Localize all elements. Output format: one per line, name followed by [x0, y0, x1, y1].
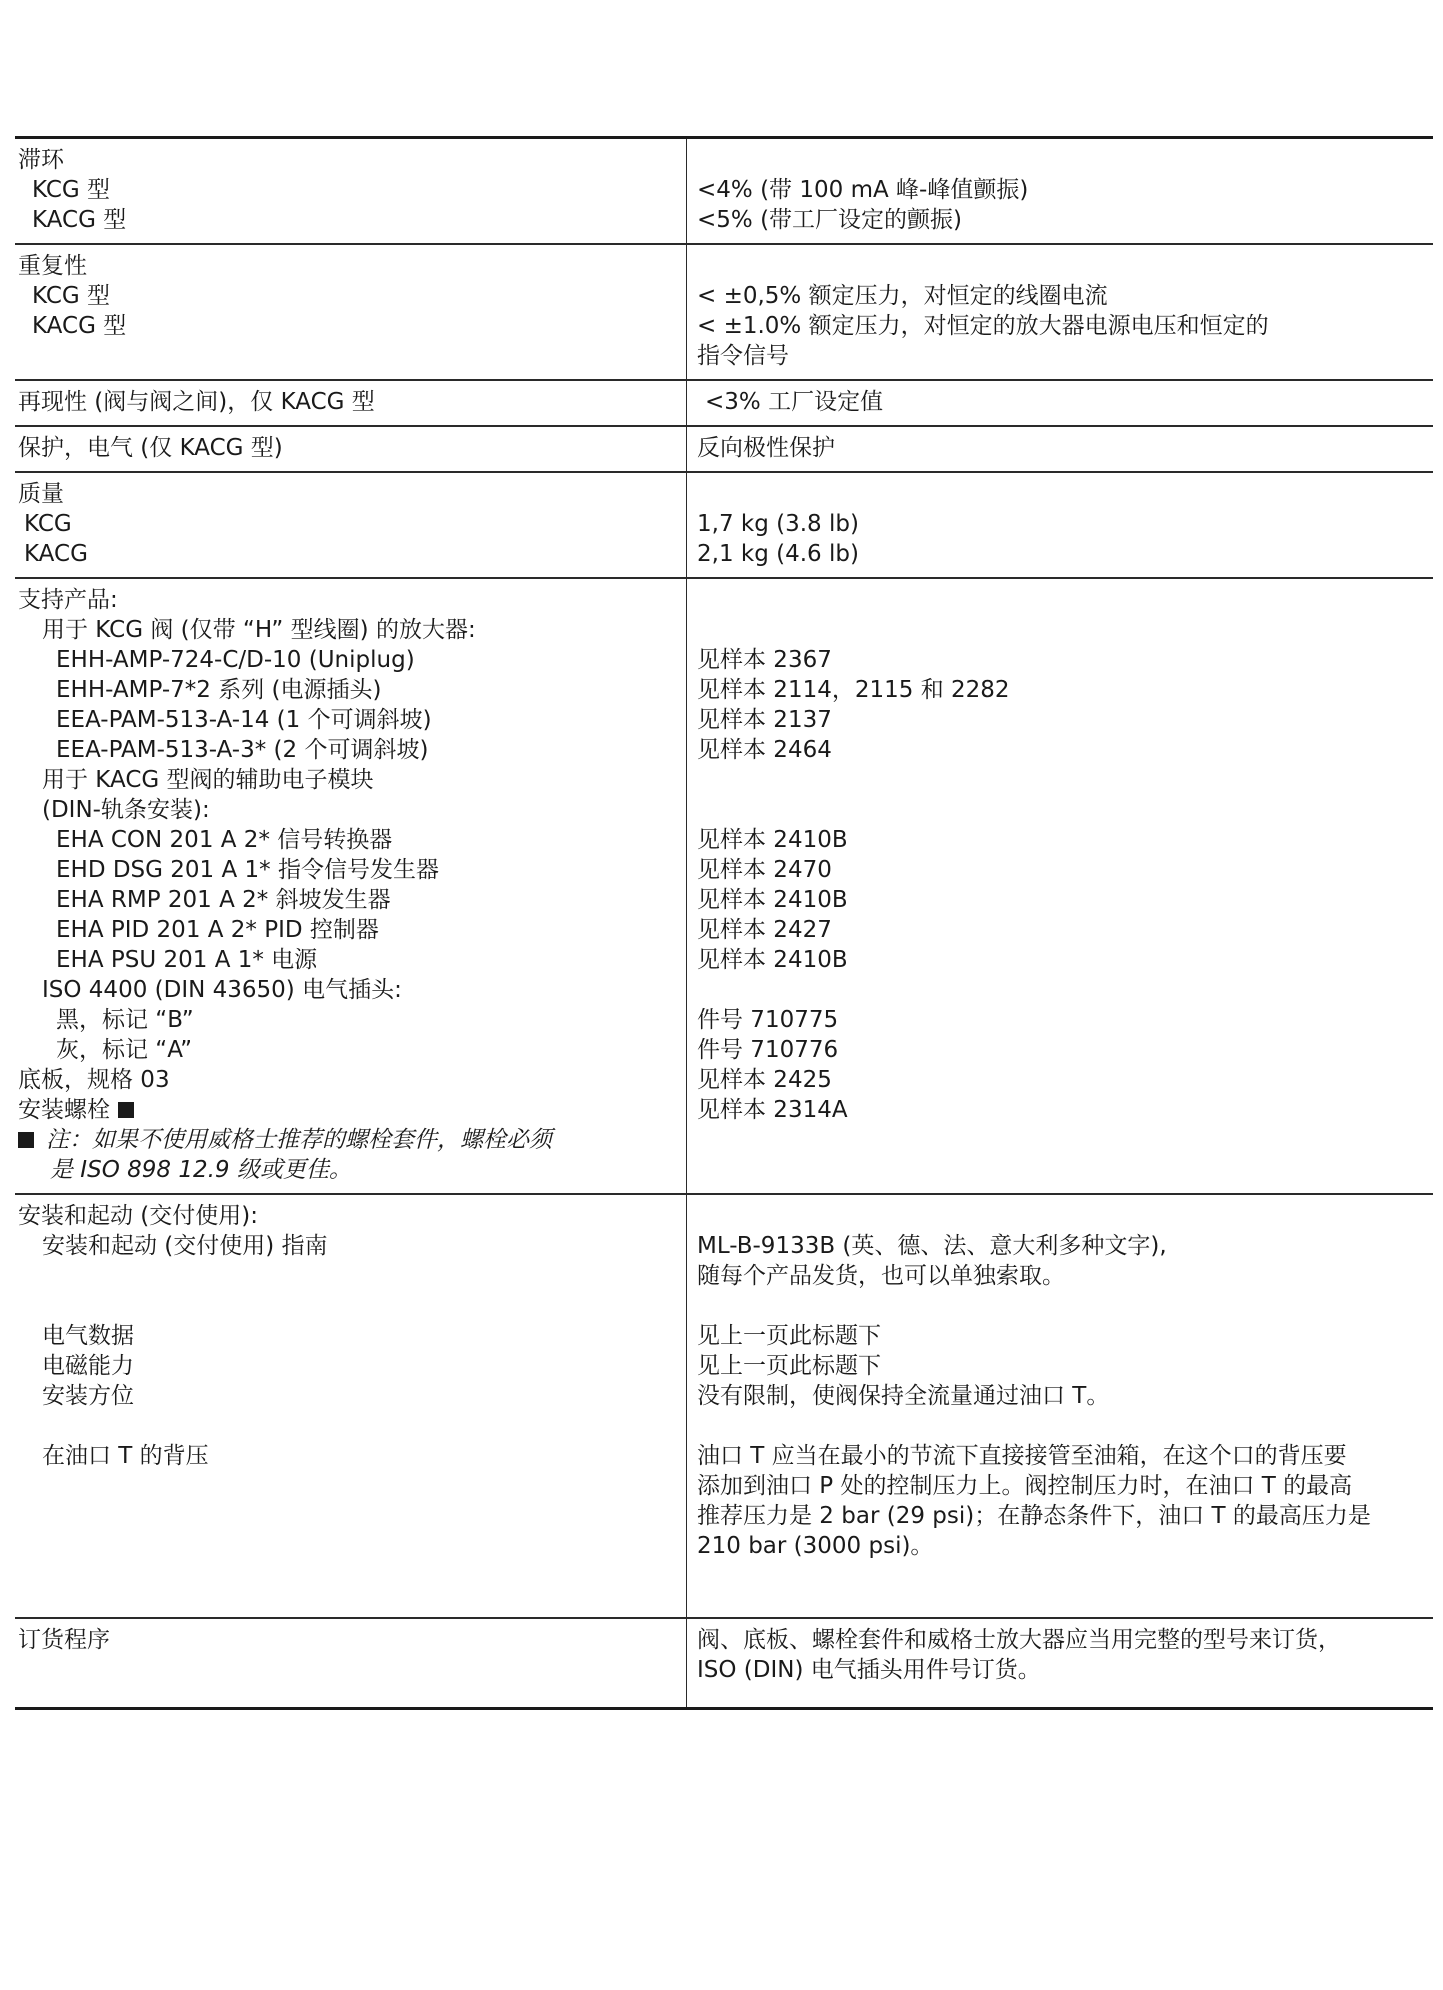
value-text: 见样本 2314A [697, 1097, 848, 1123]
value-text: 见上一页此标题下 [697, 1323, 881, 1349]
sub-label: 底板，规格 03 [18, 1067, 170, 1093]
sub-label: KCG 型 [32, 283, 111, 309]
value-text: 没有限制，使阀保持全流量通过油口 T。 [697, 1383, 1110, 1409]
table-row-reproducibility [15, 380, 1433, 426]
product-item: EEA-PAM-513-A-14 (1 个可调斜坡) [56, 707, 432, 733]
value-text: 见样本 2137 [697, 707, 832, 733]
sub-label: 安装和起动 (交付使用) 指南 [42, 1233, 328, 1259]
sub-label: 电气数据 [42, 1323, 134, 1349]
value-text: 见样本 2464 [697, 737, 832, 763]
product-item: EHA PSU 201 A 1* 电源 [56, 947, 318, 973]
square-marker-icon [18, 1132, 34, 1148]
value-text: 210 bar (3000 psi)。 [697, 1533, 934, 1559]
row-heading: 安装和起动 (交付使用): [18, 1203, 259, 1229]
cell-value [687, 426, 1434, 472]
table-row-supporting-products [15, 578, 1433, 1194]
cell-value [687, 578, 1434, 1194]
value-text: 随每个产品发货，也可以单独索取。 [697, 1263, 1065, 1289]
row-heading: 重复性 [18, 253, 87, 279]
value-text: < ±0,5% 额定压力，对恒定的线圈电流 [697, 283, 1108, 309]
cell-label [15, 1194, 687, 1618]
product-item: EHA PID 201 A 2* PID 控制器 [56, 917, 379, 943]
sub-label: KACG 型 [32, 313, 127, 339]
sub-label: KCG [24, 511, 72, 537]
value-text [697, 479, 1429, 509]
value-text [697, 765, 1429, 795]
sub-label: 电磁能力 [42, 1353, 134, 1379]
footnote-text: 是 ISO 898 12.9 级或更佳。 [50, 1157, 352, 1183]
sub-label: KACG 型 [32, 207, 127, 233]
row-heading: 支持产品: [18, 587, 118, 613]
value-text: 见样本 2427 [697, 917, 832, 943]
cell-value [687, 472, 1434, 578]
value-text: <5% (带工厂设定的颤振) [697, 207, 963, 233]
value-text: ISO (DIN) 电气插头用件号订货。 [697, 1657, 1041, 1683]
value-text: 2,1 kg (4.6 lb) [697, 541, 859, 567]
table-row-repeatability [15, 244, 1433, 380]
value-text: 见样本 2410B [697, 827, 848, 853]
value-text: 见样本 2410B [697, 947, 848, 973]
value-text: <4% (带 100 mA 峰-峰值颤振) [697, 177, 1029, 203]
row-heading: 订货程序 [18, 1627, 110, 1653]
value-text: ML-B-9133B (英、德、法、意大利多种文字), [697, 1233, 1167, 1259]
product-item: EHH-AMP-724-C/D-10 (Uniplug) [56, 647, 415, 673]
sub-label: KCG 型 [32, 177, 111, 203]
value-text: 件号 710776 [697, 1037, 839, 1063]
product-item: EHA RMP 201 A 2* 斜坡发生器 [56, 887, 391, 913]
sub-label: 用于 KCG 阀 (仅带 “H” 型线圈) 的放大器: [42, 617, 476, 643]
value-text [697, 145, 1429, 175]
cell-label [15, 426, 687, 472]
value-text: 见样本 2114，2115 和 2282 [697, 677, 1010, 703]
value-text: <3% 工厂设定值 [705, 389, 884, 415]
value-text [697, 615, 1429, 645]
sub-label: 安装方位 [42, 1383, 134, 1409]
sub-label-with-marker [18, 1095, 682, 1125]
product-item: EEA-PAM-513-A-3* (2 个可调斜坡) [56, 737, 429, 763]
table-row-hysteresis [15, 138, 1433, 245]
value-text: 见样本 2470 [697, 857, 832, 883]
value-text: 推荐压力是 2 bar (29 psi)；在静态条件下，油口 T 的最高压力是 [697, 1503, 1371, 1529]
value-text: 添加到油口 P 处的控制压力上。阀控制压力时，在油口 T 的最高 [697, 1473, 1353, 1499]
spec-table [15, 136, 1433, 1710]
value-text: 油口 T 应当在最小的节流下直接接管至油箱，在这个口的背压要 [697, 1443, 1347, 1469]
value-text [697, 1411, 1429, 1441]
cell-value [687, 1194, 1434, 1618]
row-heading: 再现性 (阀与阀之间)，仅 KACG 型 [18, 389, 375, 415]
sub-label: ISO 4400 (DIN 43650) 电气插头: [42, 977, 402, 1003]
value-text [697, 1291, 1429, 1321]
sub-label [18, 1261, 682, 1291]
sub-label: 在油口 T 的背压 [42, 1443, 209, 1469]
square-marker-icon [118, 1102, 134, 1118]
row-heading: 滞环 [18, 147, 64, 173]
footnote-line [18, 1125, 682, 1155]
table-row-protection [15, 426, 1433, 472]
sub-label: 安装螺栓 [18, 1097, 110, 1123]
cell-label [15, 380, 687, 426]
sub-label [18, 1291, 682, 1321]
cell-value [687, 244, 1434, 380]
value-text [697, 795, 1429, 825]
value-text: 见样本 2425 [697, 1067, 832, 1093]
value-text: 指令信号 [697, 343, 789, 369]
value-text: 件号 710775 [697, 1007, 839, 1033]
cell-label [15, 244, 687, 380]
cell-label [15, 578, 687, 1194]
value-text: 反向极性保护 [697, 435, 835, 461]
product-item: EHH-AMP-7*2 系列 (电源插头) [56, 677, 382, 703]
footnote-text: 注：如果不使用威格士推荐的螺栓套件，螺栓必须 [46, 1127, 552, 1153]
value-text [697, 975, 1429, 1005]
row-heading: 保护，电气 (仅 KACG 型) [18, 435, 283, 461]
value-text [697, 585, 1429, 615]
value-text: 见上一页此标题下 [697, 1353, 881, 1379]
cell-label [15, 1618, 687, 1709]
cell-value [687, 138, 1434, 245]
value-text: 见样本 2410B [697, 887, 848, 913]
cell-label [15, 472, 687, 578]
value-text [697, 1201, 1429, 1231]
sub-label: 用于 KACG 型阀的辅助电子模块 [42, 767, 374, 793]
cell-value [687, 1618, 1434, 1709]
sub-label [18, 1411, 682, 1441]
product-item: EHA CON 201 A 2* 信号转换器 [56, 827, 393, 853]
row-heading: 质量 [18, 481, 64, 507]
value-text: < ±1.0% 额定压力，对恒定的放大器电源电压和恒定的 [697, 313, 1269, 339]
cell-label [15, 138, 687, 245]
product-item: EHD DSG 201 A 1* 指令信号发生器 [56, 857, 439, 883]
sub-label: KACG [24, 541, 88, 567]
value-text: 1,7 kg (3.8 lb) [697, 511, 859, 537]
table-row-ordering [15, 1618, 1433, 1709]
value-text: 见样本 2367 [697, 647, 832, 673]
cell-value [687, 380, 1434, 426]
value-text [697, 251, 1429, 281]
table-row-mass [15, 472, 1433, 578]
sub-label: (DIN-轨条安装): [42, 797, 210, 823]
product-item: 灰，标记 “A” [56, 1037, 193, 1063]
value-text: 阀、底板、螺栓套件和威格士放大器应当用完整的型号来订货， [697, 1627, 1341, 1653]
product-item: 黑，标记 “B” [56, 1007, 194, 1033]
table-row-installation [15, 1194, 1433, 1618]
